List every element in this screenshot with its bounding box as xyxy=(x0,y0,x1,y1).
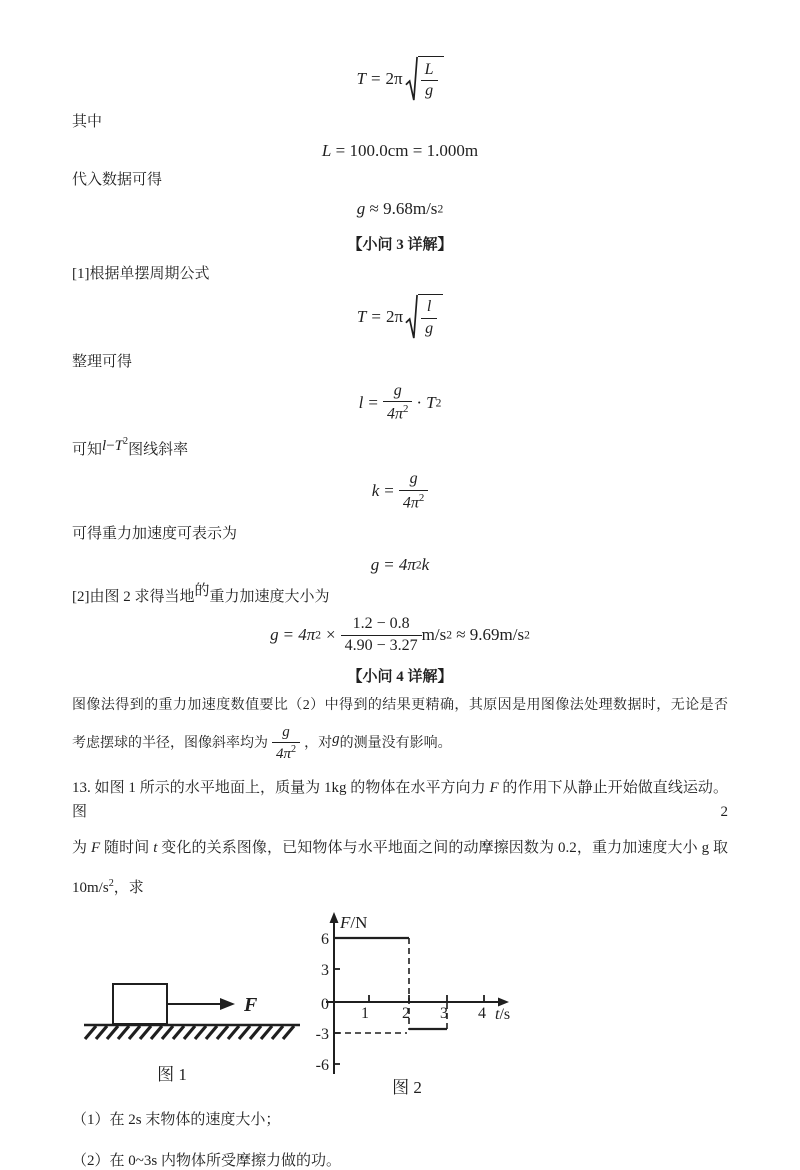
equals-sign: = xyxy=(384,481,394,501)
math-var-t: t xyxy=(153,839,158,856)
superscript-2: 2 xyxy=(315,628,321,642)
fraction-g-over-4pi2 xyxy=(399,470,428,512)
text-part: [2]由图 2 求得当地 xyxy=(72,589,195,606)
fraction-denominator: g xyxy=(421,318,437,338)
math-var-k: k xyxy=(421,555,430,575)
value-text: = 100.0cm = 1.000m xyxy=(331,141,479,161)
superscript-2: 2 xyxy=(291,744,297,756)
math-var-F: F xyxy=(489,779,499,796)
x-tick-label: 2 xyxy=(402,1004,410,1022)
sqrt-radical xyxy=(405,294,443,340)
math-var-l: l xyxy=(102,438,107,455)
superscript-2: 2 xyxy=(418,491,425,504)
math-var-k: k xyxy=(371,481,380,501)
text-part: 的测量没有影响。 xyxy=(339,736,452,752)
x-tick-label: 3 xyxy=(440,1004,448,1022)
formula-g-4pi2k xyxy=(72,554,728,575)
math-var-F: F xyxy=(90,839,101,856)
fraction-denominator xyxy=(272,742,300,763)
math-var-T: T xyxy=(356,306,367,326)
text-dairu: 代入数据可得 xyxy=(72,171,163,188)
fraction-numerator: 1.2 − 0.8 xyxy=(352,615,410,633)
y-tick-label: 3 xyxy=(321,961,329,979)
y-tick-label: 6 xyxy=(321,930,329,948)
text-part: 重力加速度大小为 xyxy=(209,589,330,606)
math-coef-2pi: 2π xyxy=(385,306,404,326)
fraction-denominator: 4.90 − 3.27 xyxy=(341,635,422,655)
math-var-l: l xyxy=(358,393,364,413)
text-part: ，对 xyxy=(304,736,333,752)
text-zhengli: 整理可得 xyxy=(72,354,133,371)
unit-text: 10m/s xyxy=(72,879,109,896)
fraction-slope-values xyxy=(341,615,422,655)
x-axis-title xyxy=(495,1006,510,1023)
text-kede: 可得重力加速度可表示为 xyxy=(72,526,238,543)
approx-result: ≈ 9.69m/s xyxy=(451,625,525,645)
math-var-T: T xyxy=(426,393,436,413)
question-13-line1 xyxy=(72,776,728,824)
formula-g-968 xyxy=(72,198,728,219)
unit-text: m/s xyxy=(421,625,447,645)
math-coef-2pi: 2π xyxy=(385,69,403,89)
y-axis-arrow-icon xyxy=(330,912,339,923)
force-label: F xyxy=(244,993,258,1016)
math-var-L: L xyxy=(321,141,332,161)
para4-line1: 图像法得到的重力加速度数值要比（2）中得到的结果更精确，其原因是用图像法处理数据时，无论是否 xyxy=(72,698,728,714)
formula-pendulum-period-l xyxy=(72,294,728,340)
superscript-2: 2 xyxy=(435,396,442,410)
y-axis-title-unit: /N xyxy=(350,912,368,932)
formula-length-value xyxy=(72,140,728,161)
x-tick-label: 4 xyxy=(478,1004,486,1022)
equals-sign: = xyxy=(371,306,381,326)
formula-pendulum-period-L xyxy=(72,56,728,102)
superscript-2: 2 xyxy=(437,202,444,216)
fraction-numerator: g xyxy=(282,724,290,741)
math-4pi: 4π xyxy=(402,493,419,511)
radicand xyxy=(418,294,443,340)
times-sign: × xyxy=(326,625,336,645)
equals-sign: = xyxy=(283,625,294,645)
force-arrowhead-icon xyxy=(220,998,235,1010)
y-tick-label: 0 xyxy=(321,995,329,1013)
fig2-caption: 图 2 xyxy=(392,1077,422,1097)
math-var-T: T xyxy=(114,438,123,455)
para4-line2 xyxy=(72,724,728,764)
equals-sign: = xyxy=(368,393,378,413)
raised-de-char: 的 xyxy=(194,583,210,600)
superscript-2: 2 xyxy=(446,628,452,642)
text-part: 的作用下从静止开始做直线运动。图 2 xyxy=(72,779,728,820)
radicand xyxy=(418,56,444,102)
text-kezhi xyxy=(72,436,728,460)
math-var-g: g xyxy=(332,731,340,748)
figure-2-force-time-graph xyxy=(302,910,527,1100)
math-4pi: 4π xyxy=(276,746,292,763)
question-13-line3 xyxy=(72,872,728,900)
ground-hatching xyxy=(85,1026,294,1039)
text-part: ，求 xyxy=(113,879,144,896)
equals-sign: = xyxy=(370,69,381,89)
question-13-line2 xyxy=(72,836,728,860)
fraction-denominator xyxy=(399,490,428,513)
figures-row xyxy=(72,910,728,1100)
x-tick-label: 1 xyxy=(361,1004,369,1022)
section-heading-q3: 【小问 3 详解】 xyxy=(347,236,453,253)
text-part: 考虑摆球的半径，图像斜率均为 xyxy=(72,736,268,752)
superscript-2: 2 xyxy=(402,403,409,416)
y-tick-label: -3 xyxy=(315,1025,329,1043)
fraction-numerator: L xyxy=(424,60,434,78)
figure-1-block-diagram xyxy=(72,910,302,1098)
math-l-minus-T2 xyxy=(102,438,128,454)
formula-l-equals xyxy=(72,382,728,424)
fraction-g-over-4pi2 xyxy=(383,382,412,424)
fraction-numerator: g xyxy=(393,382,402,400)
formula-slope-k xyxy=(72,470,728,512)
math-var-g: g xyxy=(356,198,366,218)
block xyxy=(113,984,167,1024)
math-var-T: T xyxy=(356,69,366,89)
inline-fraction-g-over-4pi2 xyxy=(272,724,300,764)
x-axis-title-var: t xyxy=(495,1005,500,1023)
math-4pi: 4π xyxy=(398,555,416,575)
superscript-2: 2 xyxy=(415,558,422,572)
sub-question-2: （2）在 0~3s 内物体所受摩擦力做的功。 xyxy=(72,1152,341,1169)
math-4pi: 4π xyxy=(298,625,316,645)
text-part: 可知 xyxy=(72,442,103,459)
text-genju: [1]根据单摆周期公式 xyxy=(72,265,210,282)
sqrt-radical xyxy=(405,56,444,102)
math-var-g: g xyxy=(270,625,279,645)
y-axis-title xyxy=(339,913,367,932)
minus-sign: − xyxy=(106,438,115,455)
value-text: ≈ 9.68m/s xyxy=(365,198,438,218)
radical-sign-icon xyxy=(405,294,418,340)
fraction-numerator: g xyxy=(409,470,418,488)
math-var-g: g xyxy=(370,555,380,575)
text-part: 图线斜率 xyxy=(128,442,189,459)
y-axis-title-var: F xyxy=(340,912,351,932)
text-part: 13. 如图 1 所示的水平地面上，质量为 1kg 的物体在水平方向力 xyxy=(72,779,490,796)
sub-question-1: （1）在 2s 末物体的速度大小； xyxy=(72,1111,281,1128)
section-heading-q4: 【小问 4 详解】 xyxy=(347,669,453,686)
superscript-2: 2 xyxy=(108,877,114,889)
fraction-denominator: g xyxy=(421,80,438,100)
text-qizhong: 其中 xyxy=(72,114,103,131)
x-axis-title-unit: /s xyxy=(499,1005,511,1023)
math-4pi: 4π xyxy=(386,405,403,423)
y-tick-label: -6 xyxy=(315,1056,329,1074)
superscript-2: 2 xyxy=(123,436,129,448)
fraction-denominator xyxy=(383,401,412,424)
fraction-numerator: l xyxy=(426,298,432,316)
fig1-caption: 图 1 xyxy=(157,1064,187,1084)
superscript-2: 2 xyxy=(524,628,530,642)
fraction-L-over-g xyxy=(421,61,438,101)
text-youtu xyxy=(72,583,728,607)
text-part: 为 xyxy=(72,839,91,856)
fraction-l-over-g xyxy=(421,298,437,338)
text-part: 随时间 xyxy=(100,839,154,856)
equals-sign: = xyxy=(384,555,394,575)
text-part: 变化的关系图像，已知物体与水平地面之间的动摩擦因数为 0.2，重力加速度大小 g 取 xyxy=(157,839,728,856)
formula-g-calculation xyxy=(72,615,728,655)
multiplication-dot: · xyxy=(416,393,423,413)
radical-sign-icon xyxy=(405,56,418,102)
